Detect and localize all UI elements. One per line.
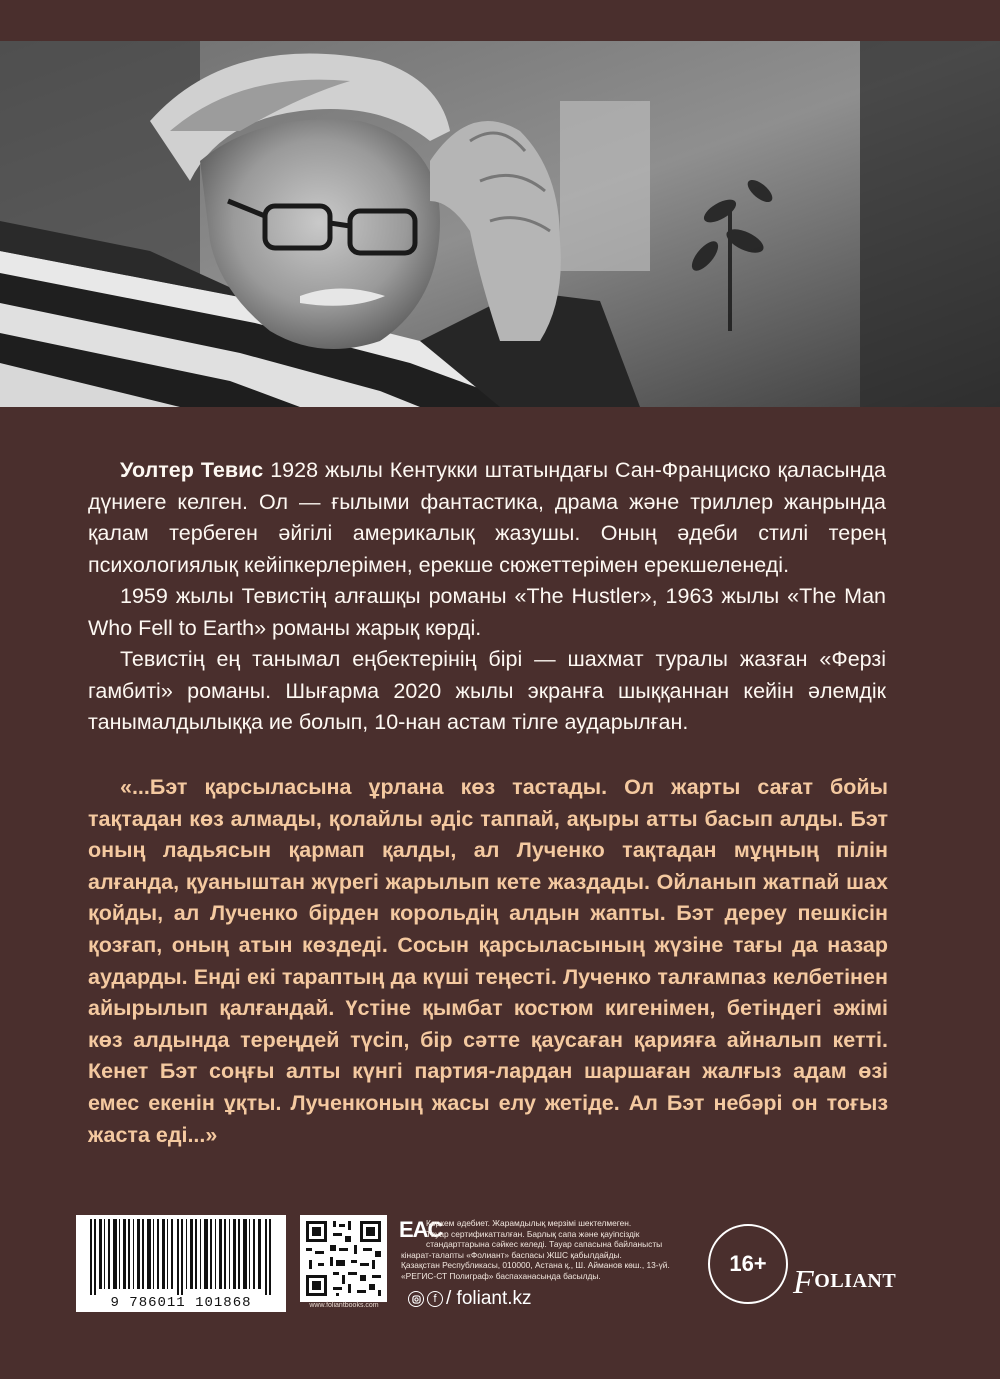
bio-paragraph-1 <box>88 455 886 581</box>
eac-certification-icon: EAC <box>399 1217 443 1242</box>
facebook-icon[interactable]: f <box>427 1291 443 1307</box>
legal-info <box>401 1218 701 1282</box>
publisher-logo-initial: F <box>793 1264 815 1301</box>
book-excerpt: «...Бэт қарсыласына ұрлана көз тастады. Ол жарты сағат бойы тақтадан көз алмады, қолайлы әдіс таппай, ақыры атты басып алды. Бэт оның ладьясын қармап қалды, ал Лученко тақтадан мұңның пілін алғанда, қуаныштан жүрегі жарылып кете жаздады. Ойланып жатпай шах қойды, ал Лученко бірден корольдің алдын жапты. Бэт дереу пешкісін қозғап, оның атын көздеді. Сосын қарсыласының жүзіне тағы да назар аударды. Енді екі тараптың да күші теңесті. Лученко талғампаз келбетінен айырылып қалғандай. Үстіне қымбат костюм кигенімен, бетіндегі әжімі көз алдында тереңдей түсіп, бір сәтте қаусаған қарияға айналып кетті. Кенет Бэт соңғы алты күнгі партия-лардан шаршаған жалғыз адам өзі емес екенін ұқты. Лученконың жасы елу жетіде. Ал Бэт небәрі он тоғыз жаста еді...» <box>88 775 888 1147</box>
social-handle[interactable]: / foliant.kz <box>446 1288 532 1309</box>
qr-code[interactable] <box>300 1215 387 1302</box>
publisher-logo-text: OLIANT <box>814 1270 897 1292</box>
qr-caption: www.foliantbooks.com <box>309 1302 379 1309</box>
author-biography <box>88 455 886 739</box>
legal-line: стандарттарына сәйкес келеді. Тауар сапасына байланысты <box>426 1239 663 1250</box>
legal-line: Қазақстан Республикасы, 010000, Астана қ., Ш. Айманов көш., 13-үй. <box>401 1260 670 1271</box>
bio-paragraph-1-text: 1928 жылы Кентукки штатындағы Сан-Франциско қаласында дүниеге келген. Ол — ғылыми фантастика, драма және триллер жанрында қалам тербеген әйгілі америкалық жазушы. Оның әдеби стилі терең психологиялық кейіпкерлерімен, ерекше сюжеттерімен ерекшеленеді. <box>88 458 886 577</box>
author-name: Уолтер Тевис <box>120 458 264 482</box>
barcode-bars <box>82 1219 280 1295</box>
bio-paragraph-2: 1959 жылы Тевистің алғашқы романы «The Hustler», 1963 жылы «The Man Who Fell to Earth» романы жарық көрді. <box>88 584 886 640</box>
legal-line: «РЕГИС-СТ Полиграф» баспаханасында басылды. <box>401 1270 601 1281</box>
isbn-barcode <box>76 1215 286 1312</box>
isbn-number: 9 786011 101868 <box>110 1295 252 1311</box>
instagram-icon[interactable] <box>408 1291 424 1307</box>
legal-line: кінарат-талапты «Фолиант» баспасы ЖШС қабылдайды. <box>401 1249 622 1260</box>
age-rating-badge: 16+ <box>708 1224 788 1304</box>
social-links[interactable] <box>408 1288 532 1310</box>
bio-paragraph-3: Тевистің ең танымал еңбектерінің бірі — шахмат туралы жазған «Ферзі гамбиті» романы. Шығарма 2020 жылы экранға шыққаннан кейін әлемдік танымалдылыққа ие болып, 10-нан астам тілге аударылған. <box>88 647 886 734</box>
publisher-logo <box>793 1264 896 1302</box>
legal-line: Көркем әдебиет. Жарамдылық мерзімі шектелмеген. <box>426 1218 632 1228</box>
author-photo <box>0 41 1000 407</box>
legal-line: Тауар сертификатталған. Барлық сапа және қауіпсіздік <box>426 1228 640 1239</box>
